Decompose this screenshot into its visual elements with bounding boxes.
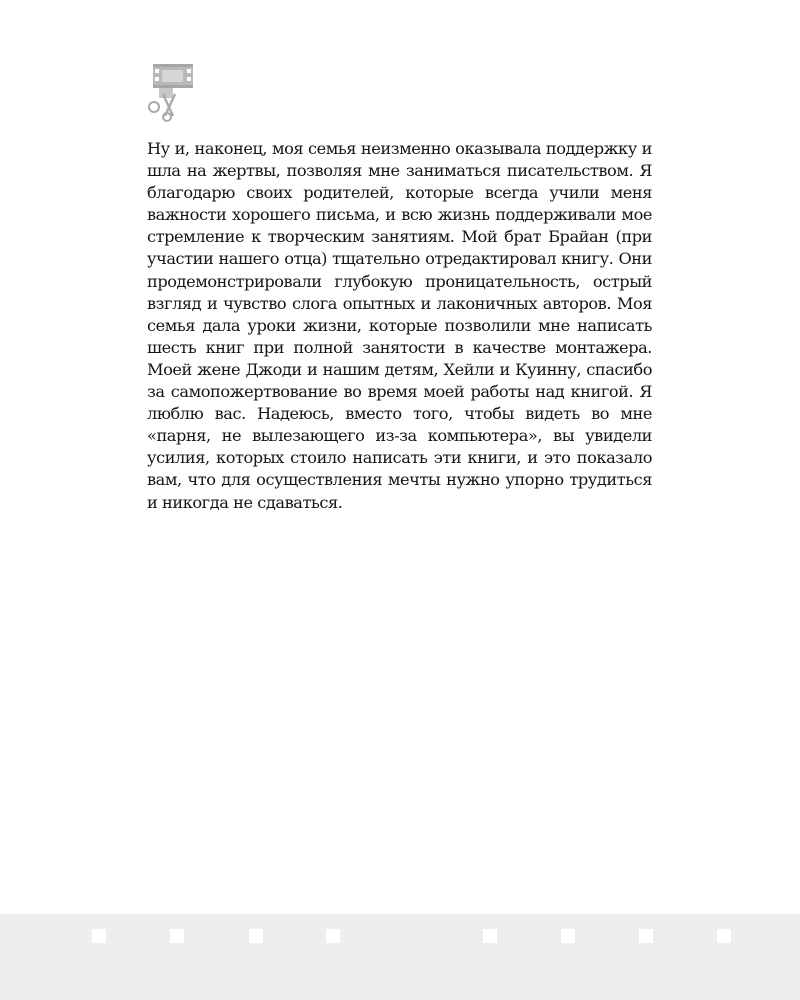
film-hole	[561, 929, 575, 943]
acknowledgement-paragraph: Ну и, наконец, моя семья неизменно оказывала поддержку и шла на жертвы, позволяя мне заниматься писательством. Я благодарю своих родителей, которые всегда учили меня важности хорошего письма, и всю жизнь поддерживали мое стремление к творческим занятиям. Мой брат Брайан (при участии нашего отца) тщательно отредактировал книгу. Они продемонстрировали глубокую проницательность, острый взгляд и чувство слога опытных и лаконичных авторов. Моя семья дала уроки жизни, которые позволили мне написать шесть книг при полной занятости в качестве монтажера. Моей жене Джоди и нашим детям, Хейли и Куинну, спасибо за самопожертвование во время моей работы над книгой. Я люблю вас. Надеюсь, вместо того, чтобы видеть во мне «парня, не вылезающего из-за компьютера», вы увидели усилия, которых стоило написать эти книги, и это показало вам, что для осуществления мечты нужно упорно трудиться и никогда не сдаваться.	[147, 139, 652, 512]
film-hole	[326, 929, 340, 943]
film-hole	[639, 929, 653, 943]
film-hole	[170, 929, 184, 943]
film-strip-icon	[0, 914, 800, 1000]
film-hole	[249, 929, 263, 943]
film-scissors-icon	[145, 60, 197, 122]
film-hole	[717, 929, 731, 943]
film-hole	[92, 929, 106, 943]
film-hole	[483, 929, 497, 943]
